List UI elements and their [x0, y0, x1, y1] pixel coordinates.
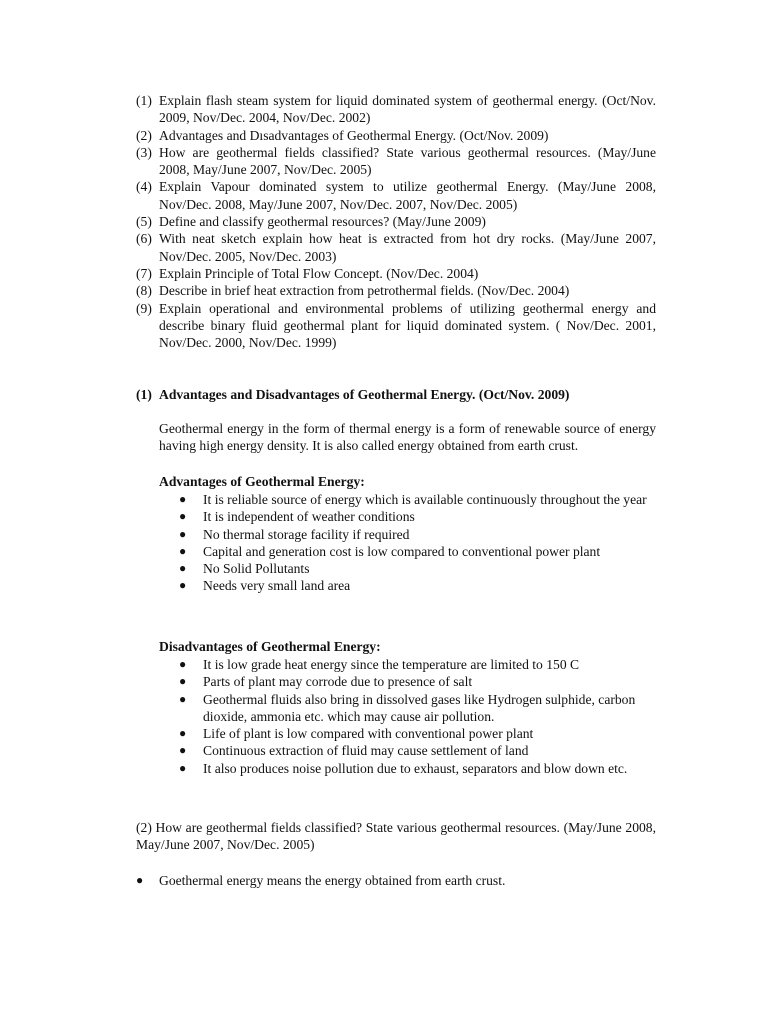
- question-item: [136, 178, 656, 213]
- list-item-text: Goethermal energy means the energy obtained from earth crust.: [159, 873, 506, 888]
- list-item: [159, 526, 656, 543]
- bullet-icon: ●: [136, 873, 144, 887]
- question-number: (2): [136, 127, 152, 143]
- bullet-icon: ●: [179, 726, 187, 741]
- bullet-icon: ●: [179, 509, 187, 524]
- question-number: (7): [136, 265, 152, 281]
- question-text: Describe in brief heat extraction from petrothermal fields. (Nov/Dec. 2004): [159, 283, 570, 299]
- list-item: [159, 560, 656, 577]
- list-item: [159, 577, 656, 594]
- bullet-icon: ●: [179, 526, 187, 541]
- question-text: Define and classify geothermal resources? (May/June 2009): [159, 214, 486, 230]
- question-text: How are geothermal fields classified? State various geothermal resources. (May/June 2008, May/June 2007, Nov/Dec. 2005): [159, 144, 656, 178]
- bullet-icon: ●: [179, 674, 187, 689]
- question-item: [136, 144, 656, 179]
- question-number: (5): [136, 214, 152, 230]
- bullet-icon: ●: [179, 657, 187, 671]
- section2-bullet-list: [136, 872, 656, 889]
- question-text: Explain Vapour dominated system to utilize geothermal Energy. (May/June 2008, Nov/Dec. 2008, May/June 2007, Nov/Dec. 2007, Nov/Dec. 2005): [159, 179, 656, 212]
- question-item: [136, 300, 656, 352]
- list-item: [159, 656, 656, 673]
- list-item: [159, 742, 656, 759]
- bullet-icon: ●: [179, 561, 187, 576]
- list-item: [136, 872, 656, 889]
- question-item: [136, 92, 656, 127]
- question-text: Explain flash steam system for liquid dominated system of geothermal energy. (Oct/Nov. 2009, Nov/Dec. 2004, Nov/Dec. 2002): [159, 93, 656, 126]
- list-item: [159, 491, 656, 508]
- list-item-text: No thermal storage facility if required: [203, 526, 410, 542]
- question-number: (9): [136, 300, 152, 316]
- question-item: [136, 230, 656, 265]
- list-item: [159, 760, 656, 777]
- bullet-icon: ●: [179, 543, 187, 558]
- question-list: [136, 92, 656, 351]
- list-item-text: Geothermal fluids also bring in dissolved gases like Hydrogen sulphide, carbon dioxide, ammonia etc. which may cause air pollution.: [203, 691, 636, 724]
- list-item-text: Parts of plant may corrode due to presence of salt: [203, 674, 473, 690]
- bullet-icon: ●: [179, 760, 187, 775]
- section1-heading: [136, 386, 656, 403]
- list-item-text: Needs very small land area: [203, 578, 351, 594]
- bullet-icon: ●: [179, 578, 187, 593]
- list-item-text: It also produces noise pollution due to exhaust, separators and blow down etc.: [203, 760, 628, 776]
- bullet-icon: ●: [179, 743, 187, 758]
- section1-intro: Geothermal energy in the form of thermal energy is a form of renewable source of energy having high energy density. It is also called energy obtained from earth crust.: [159, 421, 656, 454]
- question-number: (6): [136, 231, 152, 247]
- list-item: [159, 673, 656, 690]
- question-number: (4): [136, 179, 152, 195]
- list-item-text: It is low grade heat energy since the temperature are limited to 150 C: [203, 657, 580, 672]
- list-item-text: Life of plant is low compared with conventional power plant: [203, 726, 534, 742]
- question-text: With neat sketch explain how heat is extracted from hot dry rocks. (May/June 2007, Nov/Dec. 2005, Nov/Dec. 2003): [159, 231, 656, 264]
- question-item: [136, 213, 656, 230]
- disadvantages-list: [159, 656, 656, 777]
- question-item: [136, 127, 656, 144]
- advantages-list: [159, 491, 656, 595]
- list-item: [159, 508, 656, 525]
- question-number: (1): [136, 93, 152, 108]
- list-item-text: No Solid Pollutants: [203, 561, 310, 577]
- list-item-text: Continuous extraction of fluid may cause settlement of land: [203, 743, 529, 759]
- section2-question: (2) How are geothermal fields classified? State various geothermal resources. (May/June 2008, May/June 2007, Nov/Dec. 2005): [136, 820, 656, 853]
- list-item: [159, 691, 656, 726]
- list-item-text: Capital and generation cost is low compared to conventional power plant: [203, 543, 601, 559]
- question-text: Explain operational and environmental problems of utilizing geothermal energy and describe binary fluid geothermal plant for liquid dominated system. ( Nov/Dec. 2001, Nov/Dec. 2000, Nov/Dec. 1999): [159, 300, 656, 351]
- list-item-text: It is independent of weather conditions: [203, 509, 415, 525]
- question-text: Explain Principle of Total Flow Concept. (Nov/Dec. 2004): [159, 265, 479, 281]
- list-item: [159, 543, 656, 560]
- section1-title: Advantages and Disadvantages of Geothermal Energy. (Oct/Nov. 2009): [159, 387, 570, 402]
- list-item: [159, 725, 656, 742]
- bullet-icon: ●: [179, 691, 187, 706]
- question-number: (3): [136, 144, 152, 160]
- disadvantages-heading: Disadvantages of Geothermal Energy:: [159, 639, 381, 654]
- question-item: [136, 265, 656, 282]
- section1-number: (1): [136, 387, 152, 402]
- list-item-text: It is reliable source of energy which is available continuously throughout the year: [203, 492, 647, 507]
- question-number: (8): [136, 283, 152, 299]
- question-text: Advantages and Dısadvantages of Geothermal Energy. (Oct/Nov. 2009): [159, 127, 549, 143]
- bullet-icon: ●: [179, 492, 187, 506]
- question-item: [136, 282, 656, 299]
- advantages-heading: Advantages of Geothermal Energy:: [159, 474, 365, 489]
